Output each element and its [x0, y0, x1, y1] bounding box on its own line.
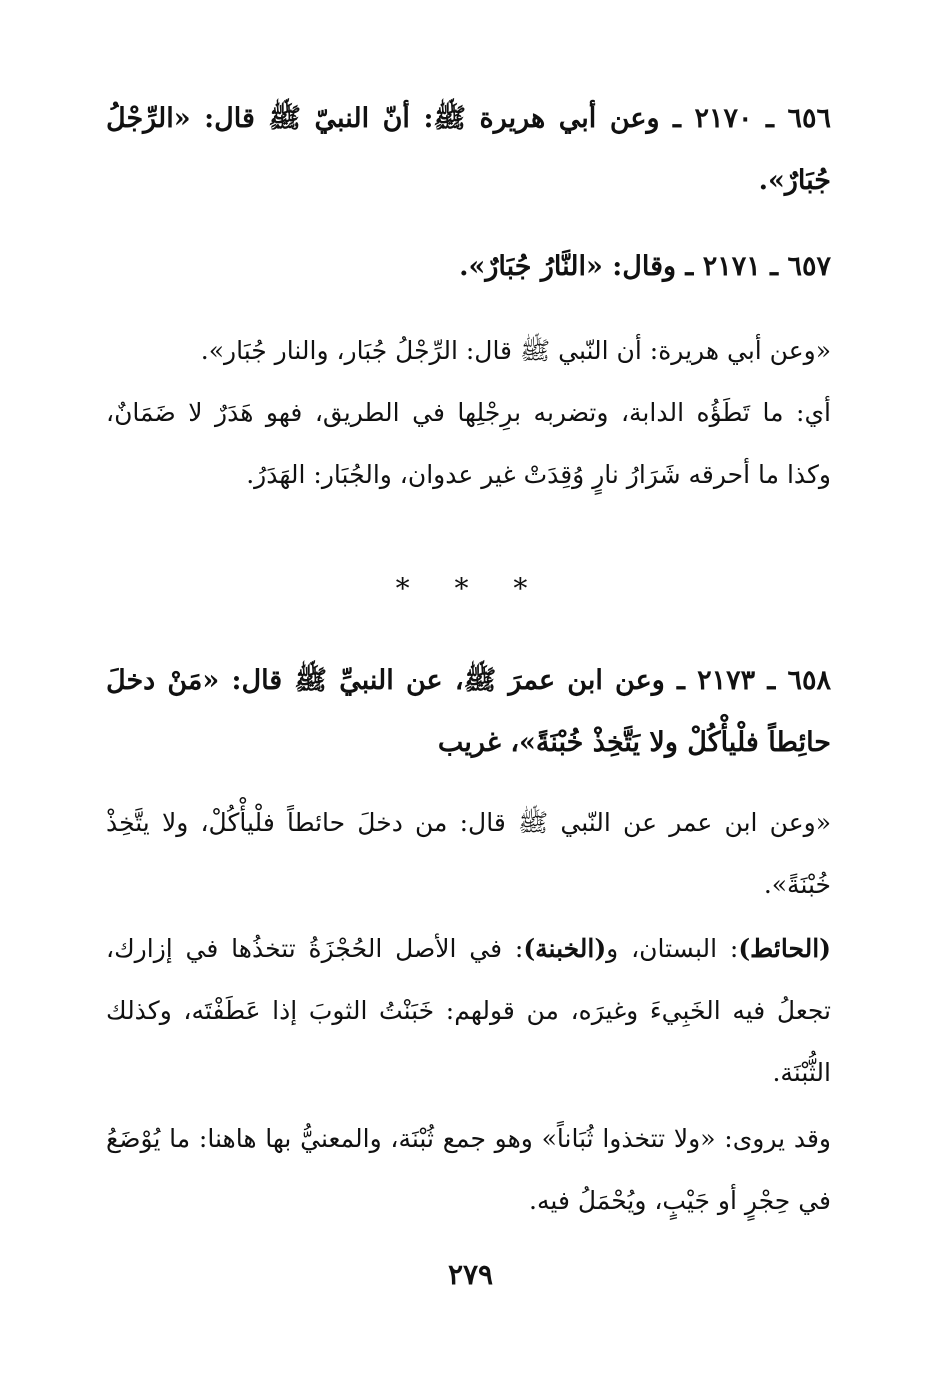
- commentary-explanation-1: أي: ما تَطَؤُه الدابة، وتضربه برِجْلِها في الطريق، فهو هَدَرٌ لا ضَمَانٌ، وكذا ما أحرقه شَرَارُ نارٍ وُقِدَتْ غير عدوان، والجُبَار: الهَدَرُ.: [106, 398, 831, 489]
- commentary-variant: وقد يروى: «ولا تتخذوا ثُبَاناً» وهو جمع ثُبْنَة، والمعنيُّ بها هاهنا: ما يُوْضَعُ في حِجْرٍ أو جَيْبٍ، ويُحْمَلُ فيه.: [106, 1124, 831, 1215]
- definition-khubna: : في الأصل الحُجْزَةُ تتخذُها في إزارك، تجعلُ فيه الخَبِيءَ وغيرَه، من قولهم: خَبَنْتُ الثوبَ إذا عَطَفْتَه، وكذلك الثُّبْنَة.: [106, 934, 831, 1087]
- term-haet: (الحائط): [738, 934, 831, 963]
- commentary-explanation-2: [106, 918, 831, 1104]
- definition-haet: : البستان، و: [606, 934, 739, 963]
- section-separator: * * *: [395, 572, 546, 605]
- hadith-656: ٦٥٦ ـ ٢١٧٠ ـ وعن أبي هريرة ﷺ: أنّ النبيّ ﷺ قال: «الرِّجْلُ جُبَارٌ».: [106, 103, 831, 196]
- commentary-quote-1: «وعن أبي هريرة: أن النّبي ﷺ قال: الرِّجْلُ جُبَار، والنار جُبَار».: [200, 336, 831, 365]
- commentary-quote-2: «وعن ابن عمر عن النّبي ﷺ قال: من دخلَ حائطاً فلْيأْكُلْ، ولا يتَّخِذْ خُبْنَةً».: [106, 808, 831, 899]
- page-number: ٢٧٩: [447, 1258, 494, 1291]
- term-khubna: (الخبنة): [523, 934, 607, 963]
- hadith-657: ٦٥٧ ـ ٢١٧١ ـ وقال: «النَّارُ جُبَارٌ».: [459, 251, 831, 282]
- hadith-658: ٦٥٨ ـ ٢١٧٣ ـ وعن ابن عمرَ ﷺ، عن النبيِّ ﷺ قال: «مَنْ دخلَ حائِطاً فلْيأْكُلْ ولا يَتَّخِذْ خُبْنَةً»، غريب: [106, 665, 831, 758]
